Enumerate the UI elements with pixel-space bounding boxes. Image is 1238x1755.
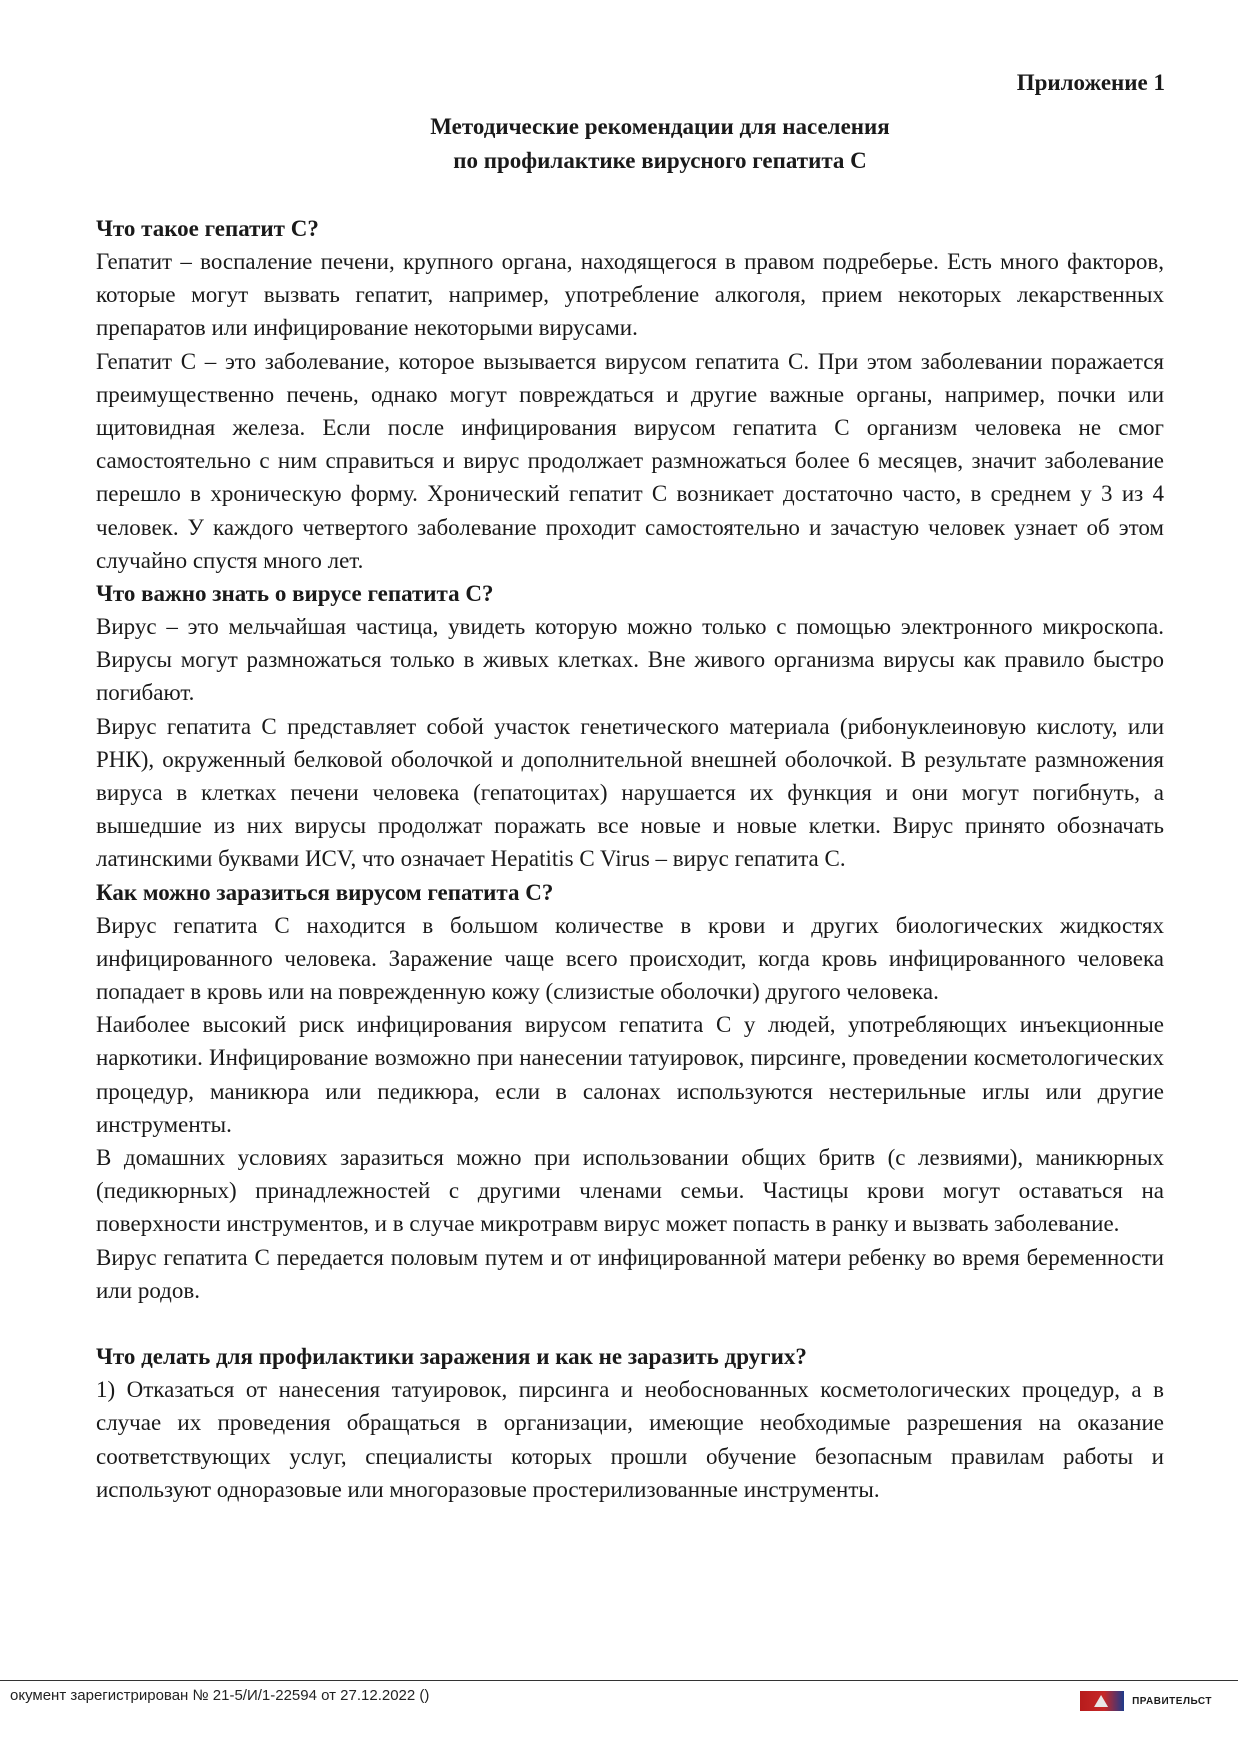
paragraph: Гепатит – воспаление печени, крупного органа, находящегося в правом подреберье. Есть много факторов, которые могут вызвать гепатит, например, употребление алкоголя, прием некоторых лекарственных препаратов или инфицирование некоторыми вирусами. (96, 249, 1164, 341)
section-about-virus (96, 577, 1164, 876)
title-line-1: Методические рекомендации для населения (430, 114, 890, 139)
paragraph: Вирус гепатита С представляет собой участок генетического материала (рибонуклеиновую кислоту, или РНК), окруженный белковой оболочкой и дополнительной внешней оболочкой. В результате размножения вируса в клетках печени человека (гепатоцитах) нарушается их функция и они могут погибнуть, а вышедшие из них вирусы продолжат поражать все новые и новые клетки. Вирус принято обозначать латинскими буквами ИСV, что означает Hepatitis C Virus – вирус гепатита С. (96, 713, 1164, 872)
paragraph: Наиболее высокий риск инфицирования вирусом гепатита С у людей, употребляющих инъекционные наркотики. Инфицирование возможно при нанесении татуировок, пирсинге, проведении косметологических процедур, маникюра или педикюра, если в салонах используются нестерильные иглы или другие инструменты. (96, 1012, 1164, 1137)
paragraph: Гепатит С – это заболевание, которое вызывается вирусом гепатита С. При этом заболевании поражается преимущественно печень, однако могут повреждаться и другие важные органы, например, почки или щитовидная железа. Если после инфицирования вирусом гепатита С организм человека не смог самостоятельно с ним справиться и вирус продолжает размножаться более 6 месяцев, значит заболевание перешло в хроническую форму. Хронический гепатит С возникает достаточно часто, в среднем у 3 из 4 человек. У каждого четвертого заболевание проходит самостоятельно и зачастую человек узнает об этом случайно спустя много лет. (96, 348, 1164, 573)
section-transmission (96, 876, 1164, 1307)
section-heading: Что делать для профилактики заражения и как не заразить других? (96, 1344, 807, 1370)
registration-footer (0, 1680, 1238, 1721)
section-heading: Что такое гепатит С? (96, 216, 319, 241)
logo-text: ПРАВИТЕЛЬСТ (1132, 1695, 1212, 1707)
registration-stamp: окумент зарегистрирован № 21-5/И/1-22594 от 27.12.2022 () (10, 1687, 430, 1704)
appendix-label: Приложение 1 (1016, 70, 1165, 95)
section-heading: Как можно заразиться вирусом гепатита С? (96, 879, 554, 905)
section-what-is-hepatitis (96, 212, 1164, 577)
document-page (96, 66, 1164, 1506)
paragraph: Вирус гепатита С передается половым путем и от инфицированной матери ребенку во время беременности или родов. (96, 1244, 1164, 1303)
section-heading: Что важно знать о вирусе гепатита С? (96, 581, 494, 607)
paragraph: Вирус гепатита С находится в большом количестве в крови и других биологических жидкостях инфицированного человека. Заражение чаще всего происходит, когда кровь инфицированного человека попадает в кровь или на поврежденную кожу (слизистые оболочки) другого человека. (96, 912, 1164, 1005)
document-title (156, 110, 1164, 178)
section-prevention (96, 1340, 1164, 1506)
paragraph: Вирус – это мельчайшая частица, увидеть которую можно только с помощью электронного микроскопа. Вирусы могут размножаться только в живых клетках. Вне живого организма вирусы как правило быстро погибают. (96, 614, 1164, 706)
government-logo (1080, 1691, 1212, 1711)
title-line-2: по профилактике вирусного гепатита С (453, 148, 867, 173)
paragraph: 1) Отказаться от нанесения татуировок, пирсинга и необоснованных косметологических процедур, а в случае их проведения обращаться в организации, имеющие необходимые разрешения на оказание соответствующих услуг, специалисты которых прошли обучение безопасным правилам работы и используют одноразовые или многоразовые простерилизованные инструменты. (96, 1377, 1164, 1502)
emblem-icon (1080, 1691, 1124, 1711)
paragraph: В домашних условиях заразиться можно при использовании общих бритв (с лезвиями), маникюрных (педикюрных) принадлежностей с другими членами семьи. Частицы крови могут оставаться на поверхности инструментов, и в случае микротравм вирус может попасть в ранку и вызвать заболевание. (96, 1145, 1164, 1237)
